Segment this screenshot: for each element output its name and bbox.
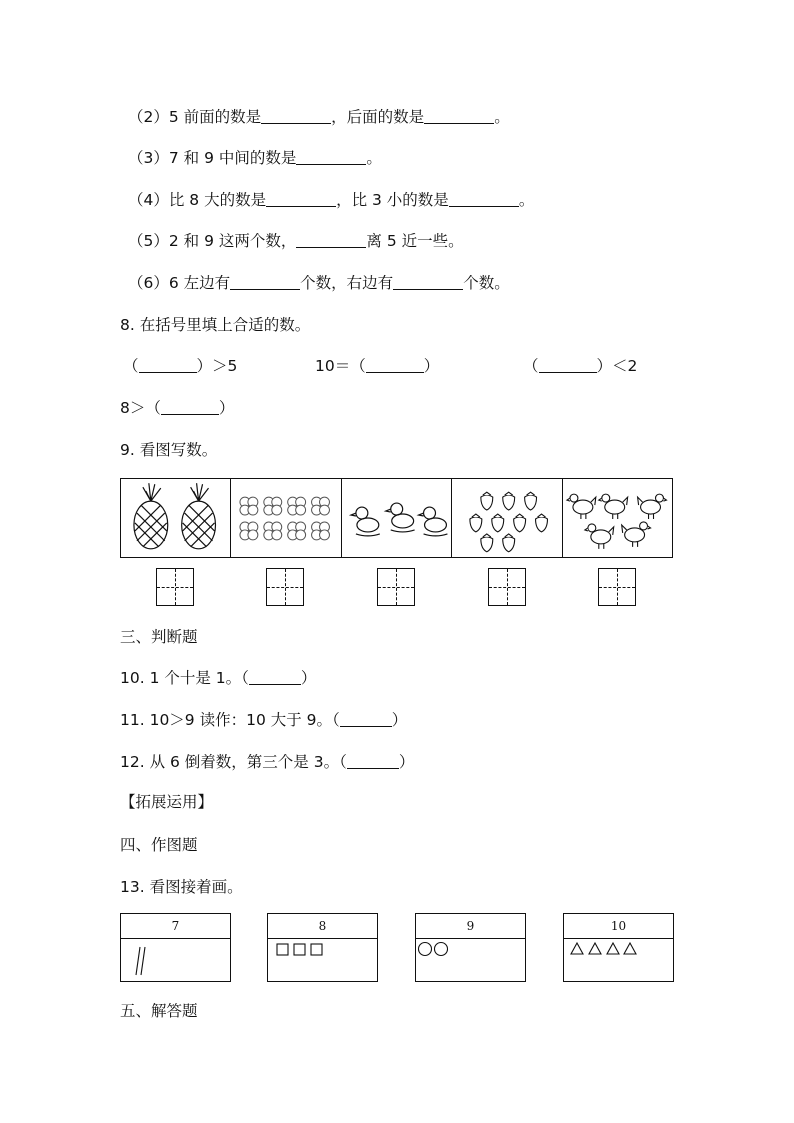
answer-blank[interactable] <box>161 399 219 415</box>
section-heading: 三、判断题 <box>120 628 198 646</box>
duckling-icon <box>342 479 451 557</box>
answer-blank[interactable] <box>249 669 301 685</box>
q8-item-3: （ ）＜2 <box>523 357 638 375</box>
draw-box-10[interactable] <box>563 913 674 982</box>
box-number: 8 <box>268 914 377 939</box>
box-number: 10 <box>564 914 673 939</box>
q13-title: 13. 看图接着画。 <box>120 878 243 896</box>
answer-blank[interactable] <box>266 191 336 207</box>
answer-blank[interactable] <box>424 108 494 124</box>
q7-part-3: （3）7 和 9 中间的数是 。 <box>128 149 382 167</box>
strawberry-cell <box>452 479 562 557</box>
draw-box-8[interactable] <box>267 913 378 982</box>
square-icon <box>268 939 377 983</box>
section-heading: 五、解答题 <box>120 1002 198 1020</box>
answer-blank[interactable] <box>366 357 424 373</box>
clover-icon <box>231 479 340 557</box>
answer-blank[interactable] <box>139 357 197 373</box>
draw-box-7[interactable] <box>120 913 231 982</box>
q9-title: 9. 看图写数。 <box>120 441 218 459</box>
clover-cell <box>231 479 341 557</box>
circle-icon <box>416 939 525 983</box>
answer-blank[interactable] <box>449 191 519 207</box>
q8-item-4: 8＞（ ） <box>120 399 235 417</box>
answer-blank[interactable] <box>261 108 331 124</box>
q7-part-6: （6）6 左边有 个数，右边有 个数。 <box>128 274 510 292</box>
q8-title: 8. 在括号里填上合适的数。 <box>120 316 311 334</box>
answer-blank[interactable] <box>340 711 392 727</box>
triangle-icon <box>564 939 673 983</box>
hen-icon <box>563 479 672 557</box>
hen-cell <box>563 479 672 557</box>
q8-item-2: 10＝（ ） <box>315 357 440 375</box>
strawberry-icon <box>452 479 561 557</box>
answer-box[interactable] <box>266 568 304 606</box>
pineapple-cell <box>121 479 231 557</box>
answer-box[interactable] <box>156 568 194 606</box>
box-number: 9 <box>416 914 525 939</box>
q11: 11. 10＞9 读作：10 大于 9。（ ） <box>120 711 408 729</box>
answer-box[interactable] <box>598 568 636 606</box>
q12: 12. 从 6 倒着数，第三个是 3。（ ） <box>120 753 415 771</box>
pineapple-icon <box>121 479 230 557</box>
q7-part-4: （4）比 8 大的数是 ，比 3 小的数是 。 <box>128 191 535 209</box>
line-icon <box>121 939 230 983</box>
answer-blank[interactable] <box>230 274 300 290</box>
answer-blank[interactable] <box>296 232 366 248</box>
box-number: 7 <box>121 914 230 939</box>
q8-item-1: （ ）＞5 <box>123 357 238 375</box>
section-heading: 四、作图题 <box>120 836 198 854</box>
answer-blank[interactable] <box>393 274 463 290</box>
answer-box[interactable] <box>377 568 415 606</box>
answer-blank[interactable] <box>539 357 597 373</box>
q7-part-5: （5）2 和 9 这两个数， 离 5 近一些。 <box>128 232 464 250</box>
answer-blank[interactable] <box>347 753 399 769</box>
q9-picture-table <box>120 478 673 558</box>
answer-box[interactable] <box>488 568 526 606</box>
draw-box-9[interactable] <box>415 913 526 982</box>
q10: 10. 1 个十是 1。（ ） <box>120 669 317 687</box>
extend-heading: 【拓展运用】 <box>120 793 214 811</box>
answer-blank[interactable] <box>296 149 366 165</box>
duckling-cell <box>342 479 452 557</box>
q7-part-2: （2）5 前面的数是 ，后面的数是 。 <box>128 108 510 126</box>
